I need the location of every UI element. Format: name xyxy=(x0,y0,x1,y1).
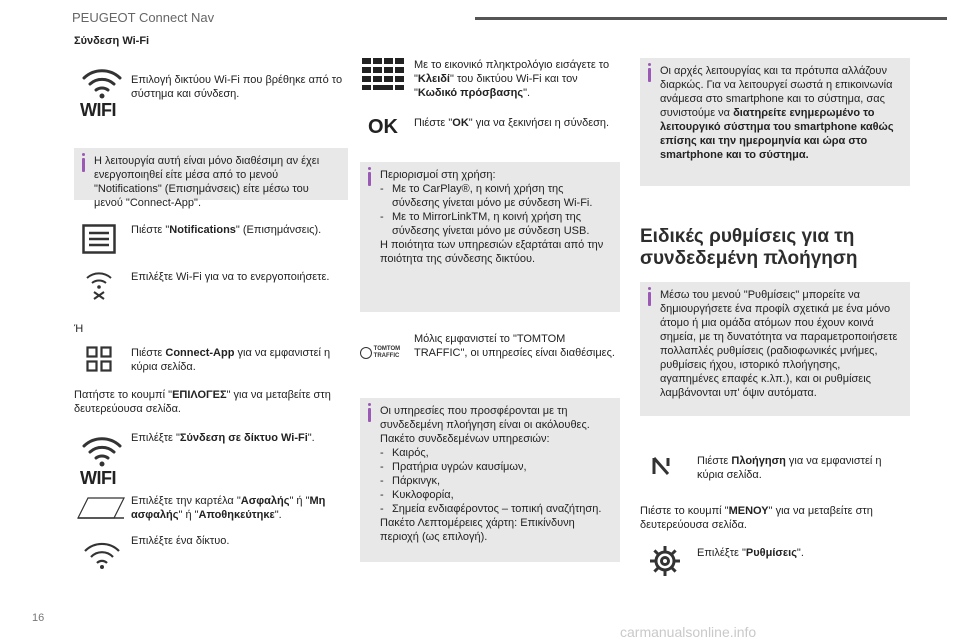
tomtom-logo-icon xyxy=(360,347,372,359)
note-notifications xyxy=(74,148,348,209)
note-usage-restrictions-text: Περιορισμοί στη χρήση: - Με το CarPlay®, η κοινή χρήση της σύνδεσης γίνεται μόνο με σύνδεση Wi-Fi. - Με το MirrorLinkTM, η κοινή χρήση της σύνδεσης γίνεται μόνο με σύνδεση USB. Η ποιότητα των υπηρεσιών εξαρτάται από την ποιότητα της σύνδεσης δικτύου. xyxy=(380,168,612,266)
wifi-icon-label-2: WIFI xyxy=(80,468,116,488)
info-icon xyxy=(82,158,85,172)
section-title-wifi: Σύνδεση Wi-Fi xyxy=(74,35,150,47)
step-select-wifi: Επιλογή δικτύου Wi-Fi που βρέθηκε από το σύστημα και σύνδεση. xyxy=(131,74,343,100)
page-number: 16 xyxy=(32,612,45,624)
wifi-disabled-icon xyxy=(84,266,114,305)
info-icon xyxy=(368,408,371,422)
heading-connected-navigation-settings: Ειδικές ρυθμίσεις για τη συνδεδεμένη πλοήγηση xyxy=(640,226,858,269)
step-enter-key: Με το εικονικό πληκτρολόγιο εισάγετε το "Κλειδί" του δικτύου Wi-Fi και τον "Κωδικό πρόσβασης". xyxy=(414,59,610,99)
note-notifications-text: Η λειτουργία αυτή είναι μόνο διαθέσιμη αν έχει ενεργοποιηθεί είτε μέσα από το μενού "Notifications" (Επισημάνσεις) είτε μέσω του μενού "Connect-App". xyxy=(94,155,320,209)
keyboard-icon xyxy=(362,58,404,95)
step-press-navigation: Πιέστε Πλοήγηση για να εμφανιστεί η κύρια σελίδα. xyxy=(697,455,882,481)
service-item: - Κυκλοφορία, xyxy=(380,488,612,502)
restrictions-list xyxy=(380,182,612,238)
tomtom-traffic-icon-label: TOMTOM TRAFFIC xyxy=(373,346,401,359)
page-header-title: PEUGEOT Connect Nav xyxy=(72,10,215,25)
ok-icon: OK xyxy=(368,116,398,138)
note-profiles xyxy=(640,282,910,416)
step-select-tab: Επιλέξτε την καρτέλα "Ασφαλής" ή "Μη ασφαλής" ή "Αποθηκεύτηκε". xyxy=(131,495,326,521)
restriction-item: - Με το CarPlay®, η κοινή χρήση της σύνδεσης γίνεται μόνο με σύνδεση Wi-Fi. xyxy=(380,182,612,210)
services-list xyxy=(380,446,612,516)
watermark: carmanualsonline.info xyxy=(620,624,757,640)
wifi-icon-label: WIFI xyxy=(80,100,116,120)
note-connected-services xyxy=(360,398,620,562)
wifi-network-icon xyxy=(82,540,122,575)
step-menu-button: Πιέστε το κουμπί "ΜΕΝΟΥ" για να μεταβείτε στη δευτερεύουσα σελίδα. xyxy=(640,505,873,531)
service-item: - Πάρκινγκ, xyxy=(380,474,612,488)
step-select-wifi-network-connection: Επιλέξτε "Σύνδεση σε δίκτυο Wi-Fi". xyxy=(131,432,315,444)
notifications-icon xyxy=(82,224,116,259)
note-connected-services-text: Οι υπηρεσίες που προσφέρονται με τη συνδεδεμένη πλοήγηση είναι οι ακόλουθες. Πακέτο συνδεδεμένων υπηρεσιών: - Καιρός, - Πρατήρια υγρών καυσίμων, - Πάρκινγκ, - Κυκλοφορία, - Σημεία ενδιαφέροντος – τοπική αναζήτηση. Πακέτο Λεπτομέρειες χάρτη: Επικίνδυνη περιοχή (ως επιλογή). xyxy=(380,404,612,544)
note-smartphone-update xyxy=(640,58,910,186)
wifi-icon-2 xyxy=(80,430,124,490)
step-activate-wifi: Επιλέξτε Wi-Fi για να το ενεργοποιήσετε. xyxy=(131,271,330,283)
settings-gear-icon xyxy=(648,544,682,583)
step-select-network: Επιλέξτε ένα δίκτυο. xyxy=(131,535,230,547)
step-press-ok: Πιέστε "OK" για να ξεκινήσει η σύνδεση. xyxy=(414,117,610,129)
header-rule xyxy=(475,17,947,20)
or-label: Ή xyxy=(74,323,84,335)
step-options-button: Πατήστε το κουμπί "ΕΠΙΛΟΓΕΣ" για να μεταβείτε στη δευτερεύουσα σελίδα. xyxy=(74,389,331,415)
note-profiles-text: Μέσω του μενού "Ρυθμίσεις" μπορείτε να δημιουργήσετε ένα προφίλ σχετικά με ένα μόνο άτομο ή μια ομάδα ατόμων που έχουν κοινά σημεία, με τη δυνατότητα να παραμετροποιήσετε πολλαπλές ρυθμίσεις (ραδιοφωνικές μνήμες, ρυθμίσεις ήχου, ιστορικό πλοήγησης, αγαπημένες επαφές κ.λπ.), και οι ρυθμίσεις λαμβάνονται υπ' όψιν αυτόματα. xyxy=(660,289,898,399)
info-icon xyxy=(368,172,371,186)
info-icon xyxy=(648,68,651,82)
tomtom-traffic-icon xyxy=(360,346,408,360)
navigation-icon xyxy=(650,454,672,483)
info-icon xyxy=(648,292,651,306)
tab-card-icon xyxy=(76,496,126,525)
wifi-icon xyxy=(80,62,124,124)
service-item: - Σημεία ενδιαφέροντος – τοπική αναζήτηση. xyxy=(380,502,612,516)
restriction-item: - Με το MirrorLinkTM, η κοινή χρήση της σύνδεσης γίνεται μόνο με σύνδεση USB. xyxy=(380,210,612,238)
step-press-connect-app: Πιέστε Connect-App για να εμφανιστεί η κύρια σελίδα. xyxy=(131,347,331,373)
connect-app-icon xyxy=(86,346,112,377)
step-select-settings: Επιλέξτε "Ρυθμίσεις". xyxy=(697,547,804,559)
step-tomtom-available: Μόλις εμφανιστεί το "TOMTOM TRAFFIC", οι υπηρεσίες είναι διαθέσιμες. xyxy=(414,333,615,359)
note-smartphone-update-text: Οι αρχές λειτουργίας και τα πρότυπα αλλάζουν διαρκώς. Για να λειτουργεί σωστά η επικοινωνία ανάμεσα στο smartphone και το σύστημα, σας συνιστούμε να διατηρείτε ενημερωμένο το λειτουργικό σύστημα του smartphone καθώς επίσης και την ημερομηνία και ώρα στο smartphone και το σύστημα. xyxy=(660,65,894,161)
service-item: - Καιρός, xyxy=(380,446,612,460)
step-press-notifications: Πιέστε "Notifications" (Επισημάνσεις). xyxy=(131,224,322,236)
note-usage-restrictions xyxy=(360,162,620,312)
service-item: - Πρατήρια υγρών καυσίμων, xyxy=(380,460,612,474)
